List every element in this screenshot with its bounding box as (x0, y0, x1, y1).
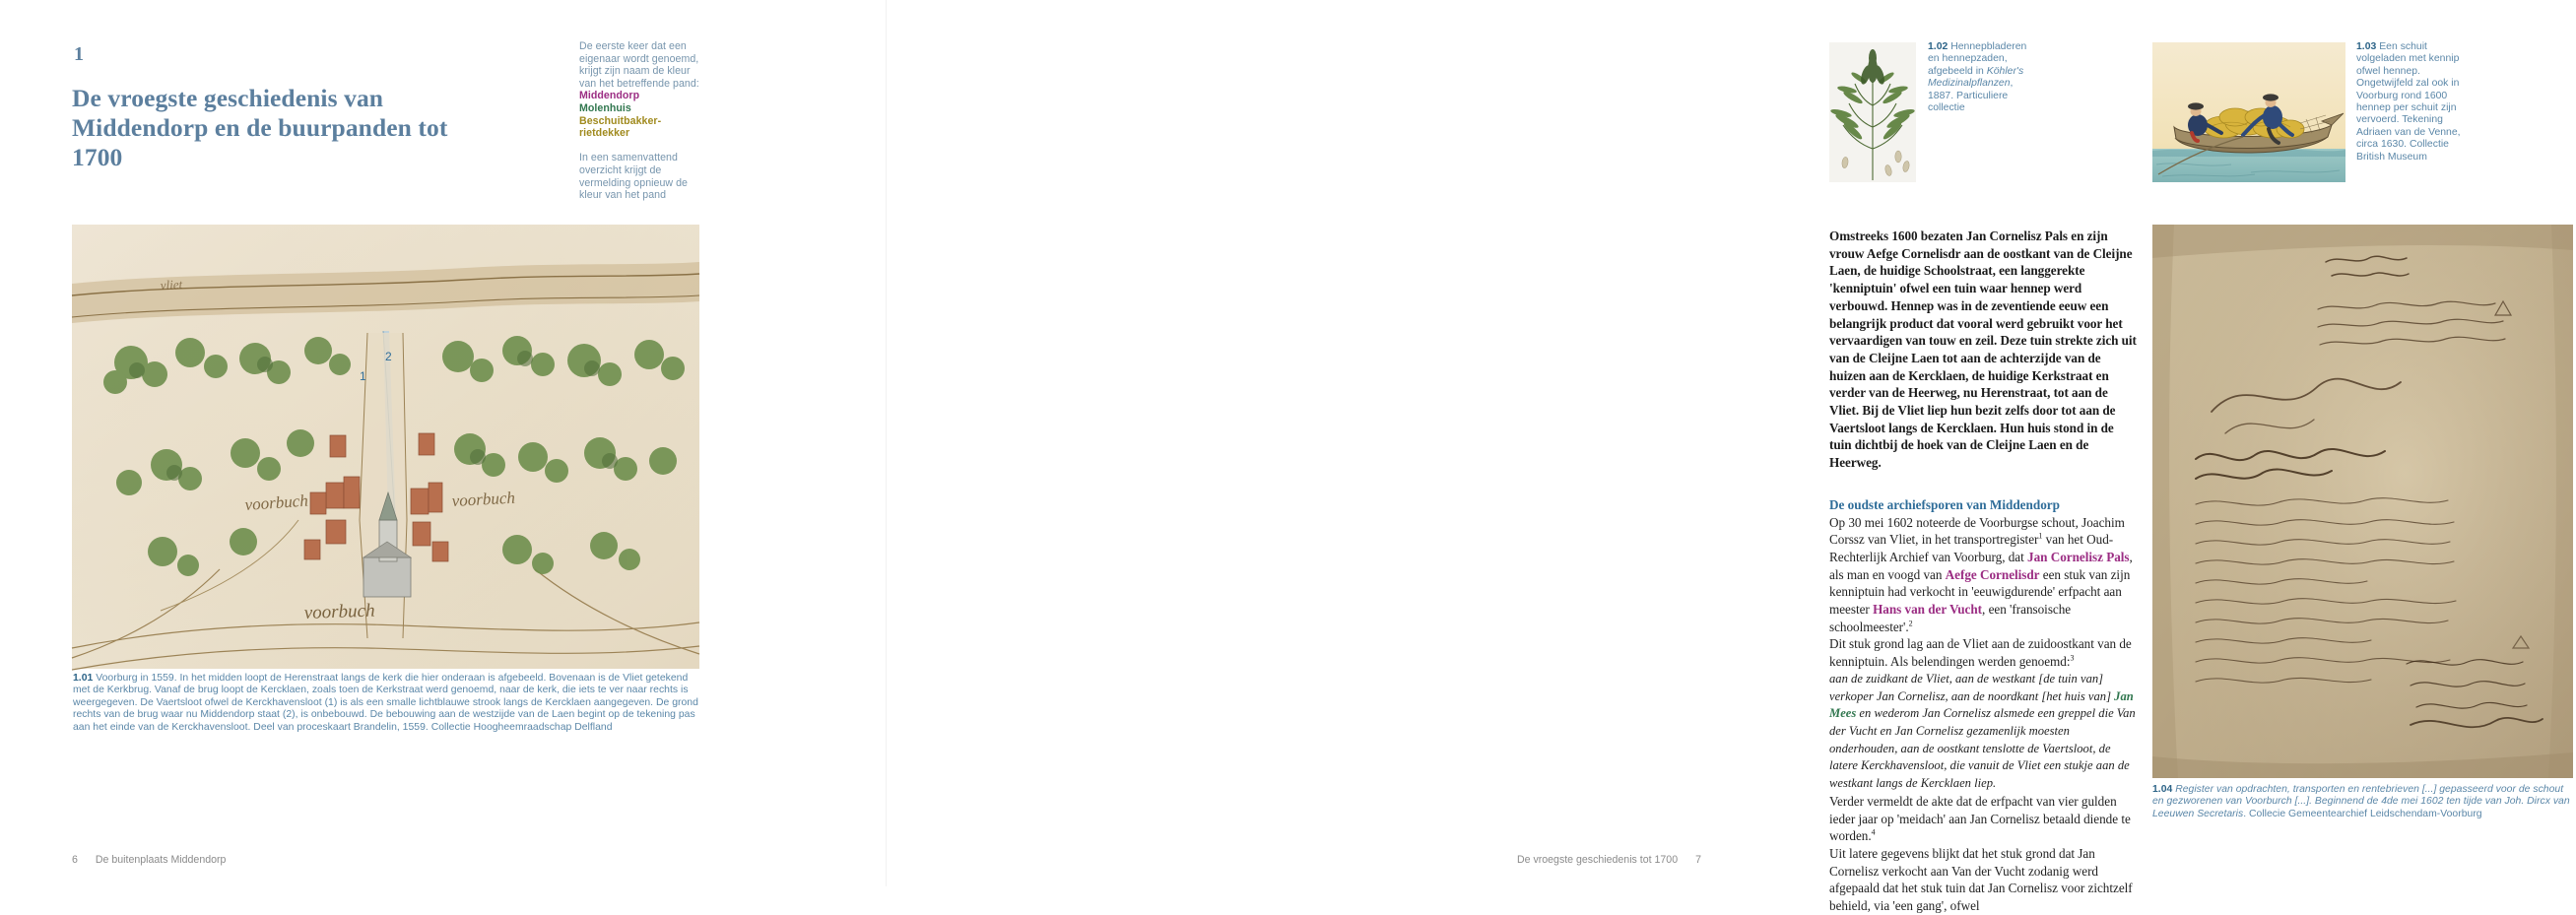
person-hans-van-der-vucht: Hans van der Vucht (1873, 602, 1983, 618)
legend-item-beschuitbakker: Beschuitbakker-rietdekker (579, 114, 662, 140)
figure-101-caption (73, 673, 703, 734)
figure-104-caption-title: Register van opdrachten, transporten en rentebrieven [...] gepasseerd voor de schout en gezworenen van Voorburch [...]. Beginnend de 4de mei 1602 ten tijde van Joh. Dircx van Leeuwen Secretaris (2152, 784, 2570, 819)
left-running-head: De buitenplaats Middendorp (95, 854, 227, 866)
figure-102-caption (1928, 41, 2038, 114)
right-page-footer (1517, 854, 1701, 866)
barge-watercolour (2152, 42, 2345, 182)
figure-102-caption-post: , 1887. Particuliere collectie (1928, 78, 2014, 114)
manuscript-page-image (2152, 225, 2573, 778)
left-page-number: 6 (72, 854, 78, 866)
figure-103-caption-text: Een schuit volgeladen met kennip ofwel hennep. Ongetwijfeld zal ook in Voorburg rond 1600 hennep per schuit zijn vervoerd. Tekening Adriaen van de Venne, circa 1630. Collectie British Museum (2356, 41, 2461, 163)
legend-item-molenhuis: Molenhuis (579, 101, 631, 114)
figure-103-caption (2356, 41, 2471, 163)
map-marker-1: 1 (360, 369, 366, 383)
hemp-plate-illustration (1829, 42, 1916, 182)
p1-t3: , als man en voogd van (1829, 549, 2133, 582)
map-ink-label-vliet: vliet (160, 276, 183, 293)
person-jan-cornelisz-pals: Jan Cornelisz Pals (2027, 549, 2130, 564)
figure-101-caption-text: Voorburg in 1559. In het midden loopt de Herenstraat langs de kerk die hier onderaan is afgebeeld. Bovenaan is de Vliet getekend met de Kerkbrug. Vanaf de brug loopt de Kercklaen, zoals toen de Kerkstraat werd genoemd, naar de kerk, die iets te ver naar rechts is weergegeven. De Vaertsloot ofwel de Kerckhavensloot (1) is als een smalle lichtblauwe strook langs de Kercklaen aangegeven. De grond rechts van de brug waar nu Middendorp staat (2), is onbebouwd. De bebouwing aan de westzijde van de Laen begint op de tekening pas aan het einde van de Kerckhavensloot. Deel van proceskaart Brandelin, 1559. Collectie Hoogheemraadschap Delfland (73, 673, 698, 733)
figure-104-number: 1.04 (2152, 784, 2173, 795)
footnote-ref-1: 1 (2038, 531, 2043, 541)
legend-outro-text: In een samenvattend overzicht krijgt de vermelding opnieuw de kleur van het pand (579, 152, 688, 202)
figure-hemp-barge-illustration (2152, 42, 2345, 182)
figure-101-number: 1.01 (73, 673, 94, 684)
lead-paragraph: Omstreeks 1600 bezaten Jan Cornelisz Pals en zijn vrouw Aefge Cornelisdr aan de oostkant van de Cleijne Laen, de huidige Schoolstraat, een langgerekte 'kenniptuin' ofwel een tuin waar hennep werd verbouwd. Hennep was in de zeventiende eeuw een belangrijk product dat vooral werd gebruikt voor het vervaardigen van touw en zeil. Deze tuin strekte zich uit van de Cleijne Laen tot aan de achterzijde van de huizen aan de Kercklaen, de huidige Kerkstraat en verder van de Heerweg, nu Herenstraat, tot aan de Vliet. Bij de Vliet liep hun bezit zelfs door tot aan de Vaertsloot langs de Kercklaen. Hun huis stond in de tuin dichtbij de hoek van de Cleijne Laen en de Heerweg. (1829, 229, 2137, 471)
right-page (887, 0, 2570, 914)
paragraph-2 (1829, 635, 2137, 670)
legend-intro-text: De eerste keer dat een eigenaar wordt genoemd, krijgt zijn naam de kleur van het betreffende pand: (579, 40, 699, 90)
figure-register-manuscript (2152, 225, 2573, 778)
section-heading: De oudste archiefsporen van Middendorp (1829, 496, 2060, 512)
footnote-ref-3: 3 (2070, 653, 2075, 663)
figure-104-caption-post: . Collecie Gemeentearchief Leidschendam-Voorburg (2243, 808, 2482, 819)
left-page-footer (72, 854, 226, 866)
figure-102-number: 1.02 (1928, 41, 1949, 52)
map-ink-label-top: voorbuch (243, 490, 309, 514)
quote-t1: aan de zuidkant de Vliet, aan de westkant [de tuin van] verkoper Jan Cornelisz, aan de noordkant [het huis van] (1829, 671, 2115, 703)
footnote-ref-4: 4 (1871, 827, 1876, 837)
legend-spacer (579, 140, 709, 153)
map-illustration (72, 225, 699, 669)
p3-t1: Verder vermeldt de akte dat de erfpacht van vier gulden ieder jaar op 'meidach' aan Jan Cornelisz betaald diende te worden. (1829, 793, 2131, 844)
archival-quote (1829, 671, 2137, 793)
figure-102-caption-pre: Hennepbladeren en hennepzaden, afgebeeld in (1928, 41, 2027, 77)
p2-t1: Dit stuk grond lag aan de Vliet aan de zuidoostkant van de kenniptuin. Als belendingen werden genoemd: (1829, 636, 2132, 670)
right-running-head: De vroegste geschiedenis tot 1700 (1516, 854, 1679, 866)
footnote-ref-2: 2 (1908, 619, 1913, 628)
map-ink-label-bottom: voorbuch (303, 600, 375, 623)
figure-102-caption-title: Köhler's Medizinalpflanzen (1928, 65, 2024, 90)
person-jan-mees: Jan Mees (1829, 688, 2134, 721)
figure-104-caption (2152, 784, 2576, 820)
paragraph-1 (1829, 514, 2137, 636)
color-legend-note (579, 40, 709, 202)
map-marker-2: 2 (385, 350, 392, 363)
left-page (0, 0, 887, 886)
paragraph-4: Uit latere gegevens blijkt dat het stuk grond dat Jan Cornelisz verkocht aan Van der Vucht zodanig werd afgepaald dat het stuk tuin dat Jan Cornelisz voor zichtzelf behield, via 'een gang', ofwel (1829, 845, 2133, 914)
body-text-column (1829, 228, 2137, 915)
legend-item-middendorp: Middendorp (579, 90, 640, 102)
map-ink-label-right: voorbuch (451, 488, 516, 510)
quote-t2: en wederom Jan Cornelisz alsmede een greppel die Van der Vucht en Jan Cornelisz gezamenlijk moesten onderhouden, aan de oostkant tenslotte de Vaertsloot, de latere Kerckhavensloot, die vanuit de Vliet een stukje aan de westkant langs de Kercklaen liep. (1829, 706, 2136, 791)
p1-t1: Op 30 mei 1602 noteerde de Voorburgse schout, Joachim Corssz van Vliet, in het transportregister (1829, 514, 2125, 548)
person-aefge-cornelisdr: Aefge Cornelisdr (1945, 566, 2040, 582)
figure-hemp-illustration (1829, 42, 1916, 182)
p1-t2: van het Oud-Rechterlijk Archief van Voorburg, dat (1829, 532, 2114, 564)
p1-t5: , een 'fransoische schoolmeester'. (1829, 602, 2072, 634)
paragraph-3 (1829, 793, 2137, 845)
p1-t4: een stuk van zijn kenniptuin had verkocht in 'eeuwigdurende' erfpacht aan meester (1829, 566, 2131, 618)
right-page-number: 7 (1695, 854, 1701, 866)
figure-103-number: 1.03 (2356, 41, 2377, 52)
chapter-number: 1 (74, 43, 85, 65)
figure-historic-map-1559 (72, 225, 699, 669)
chapter-title: De vroegste geschiedenis van Middendorp en de buurpanden tot 1700 (72, 84, 448, 171)
